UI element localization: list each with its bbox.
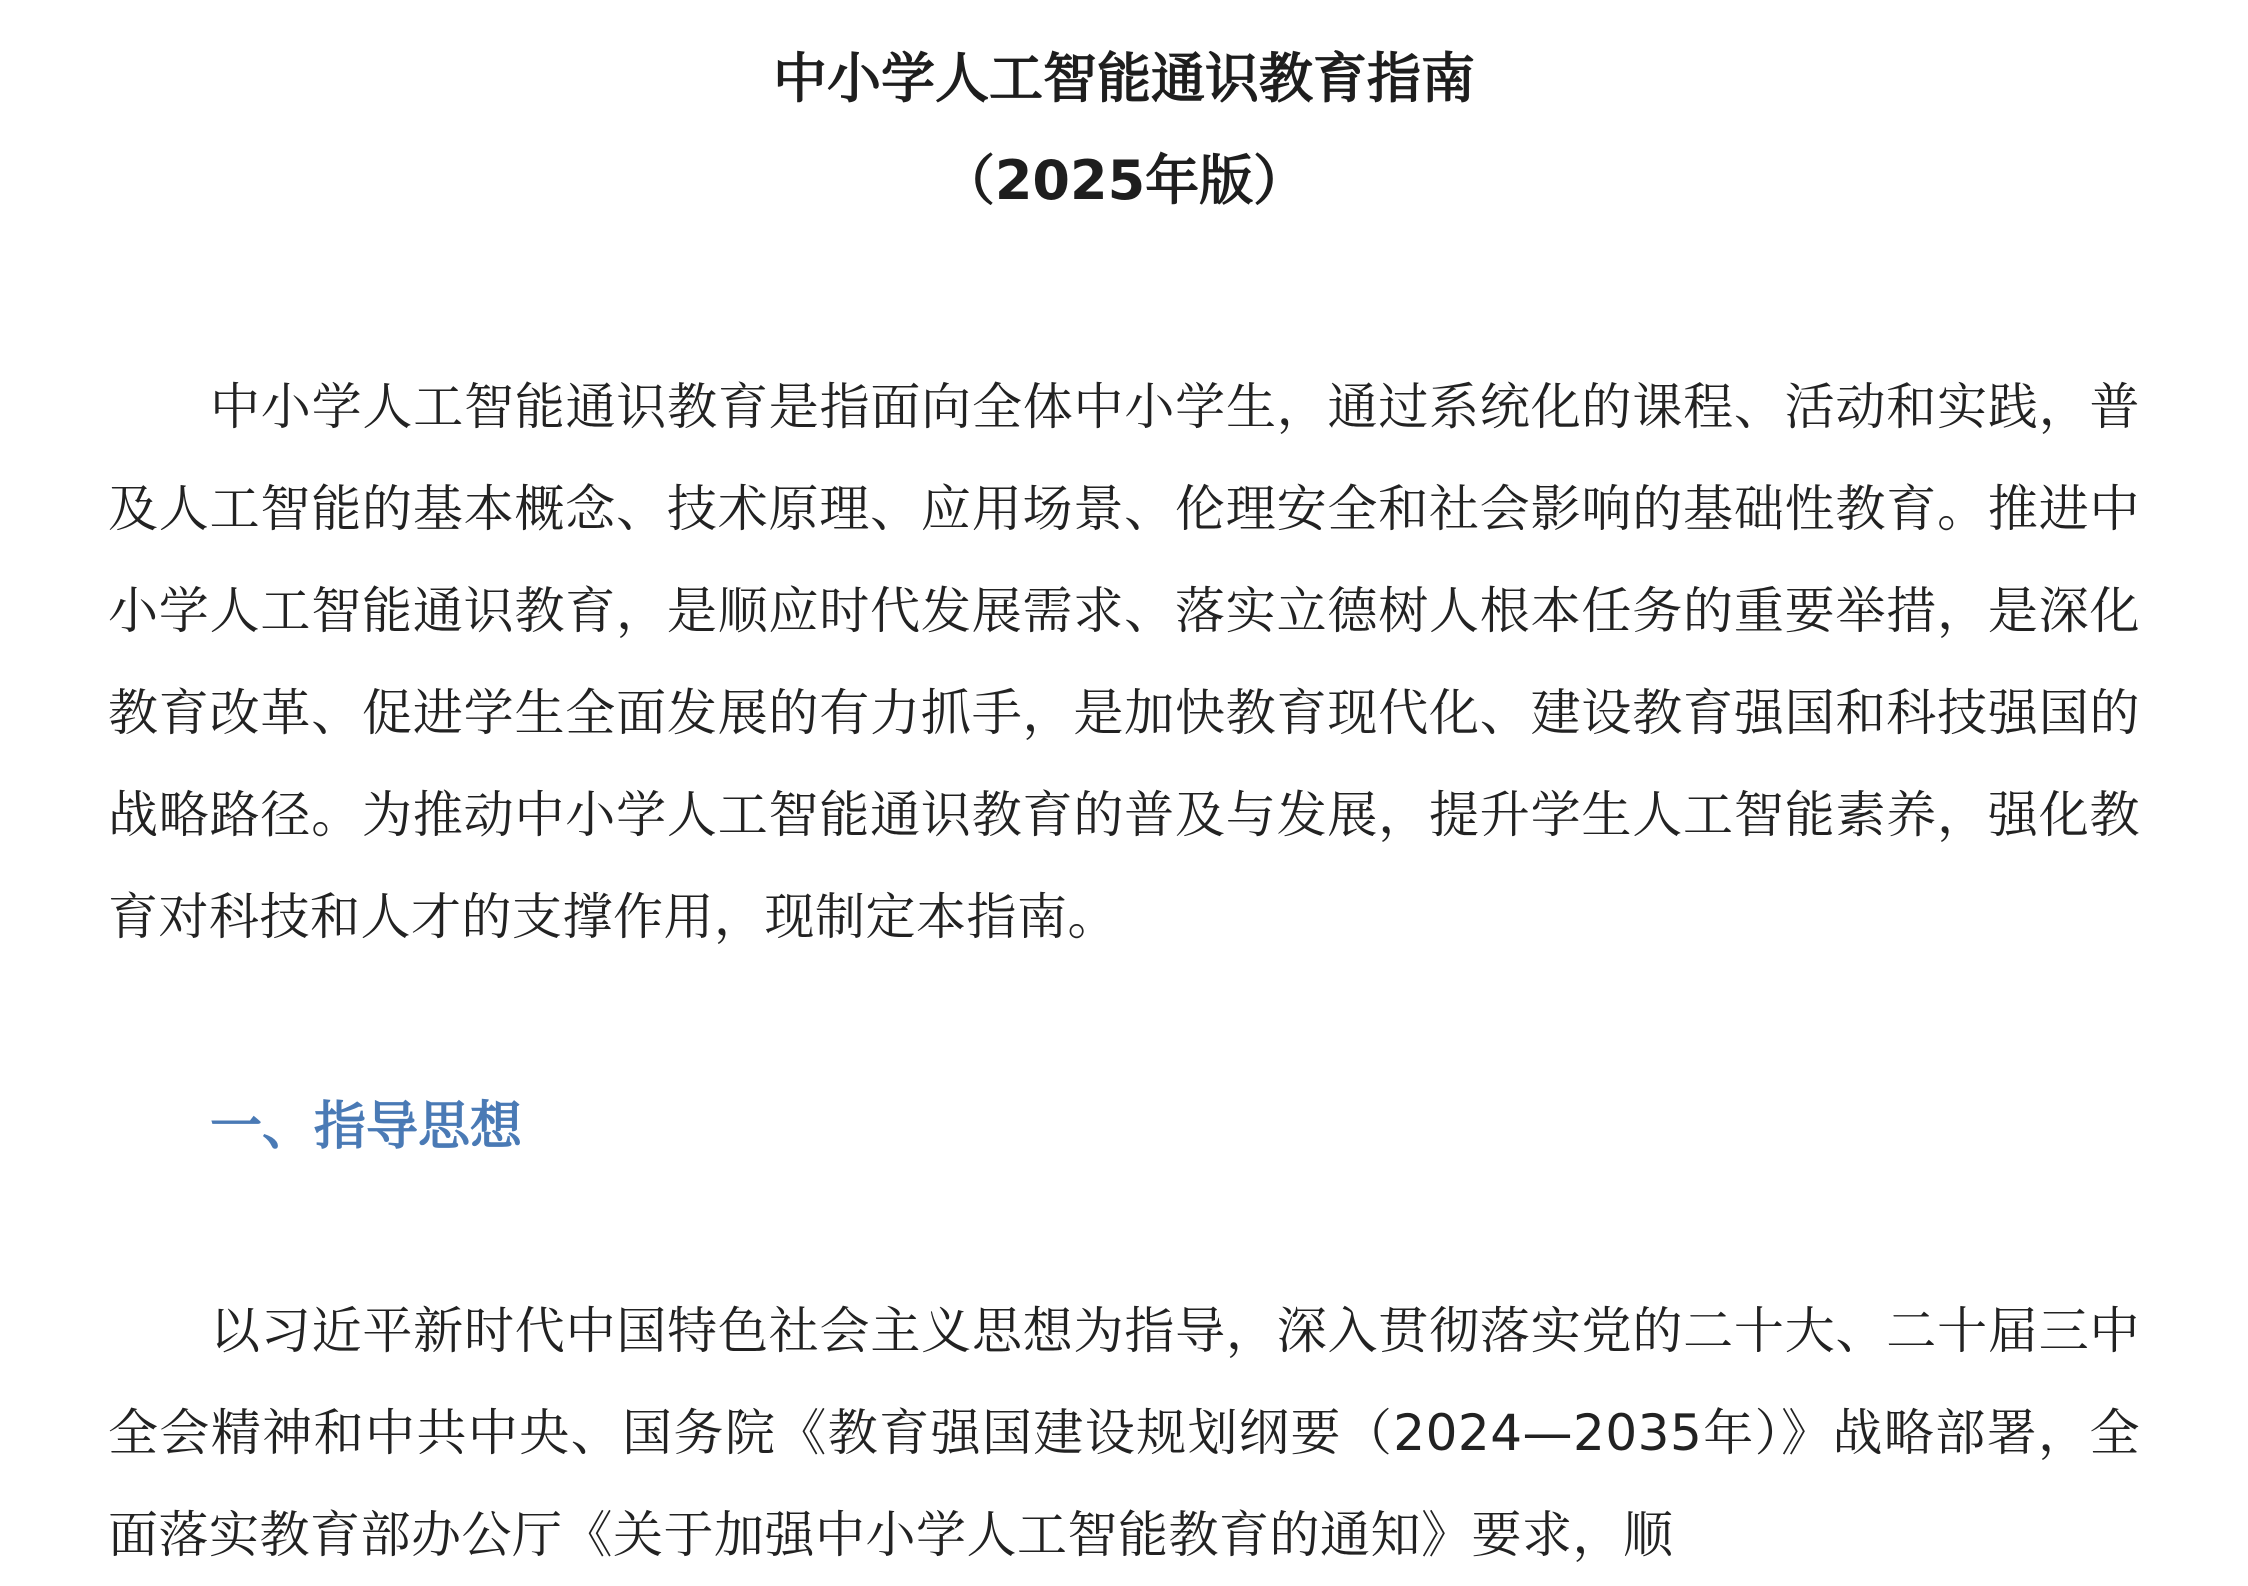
- document-title: 中小学人工智能通识教育指南: [773, 47, 1475, 110]
- intro-paragraph: 中小学人工智能通识教育是指面向全体中小学生，通过系统化的课程、活动和实践，普及人工智能的基本概念、技术原理、应用场景、伦理安全和社会影响的基础性教育。推进中小学人工智能通识教育，是顺应时代发展需求、落实立德树人根本任务的重要举措，是深化教育改革、促进学生全面发展的有力抓手，是加快教育现代化、建设教育强国和科技强国的战略路径。为推动中小学人工智能通识教育的普及与发展，提升学生人工智能素养，强化教育对科技和人才的支撑作用，现制定本指南。: [108, 378, 2140, 946]
- document-subtitle: （2025年版）: [940, 149, 1308, 212]
- section-heading-guiding-ideology: 一、指导思想: [210, 1097, 523, 1157]
- document-body: [108, 0, 2140, 1586]
- guiding-ideology-paragraph: 以习近平新时代中国特色社会主义思想为指导，深入贯彻落实党的二十大、二十届三中全会精神和中共中央、国务院《教育强国建设规划纲要（2024—2035年）》战略部署，全面落实教育部办公厅《关于加强中小学人工智能教育的通知》要求，顺: [108, 1302, 2140, 1564]
